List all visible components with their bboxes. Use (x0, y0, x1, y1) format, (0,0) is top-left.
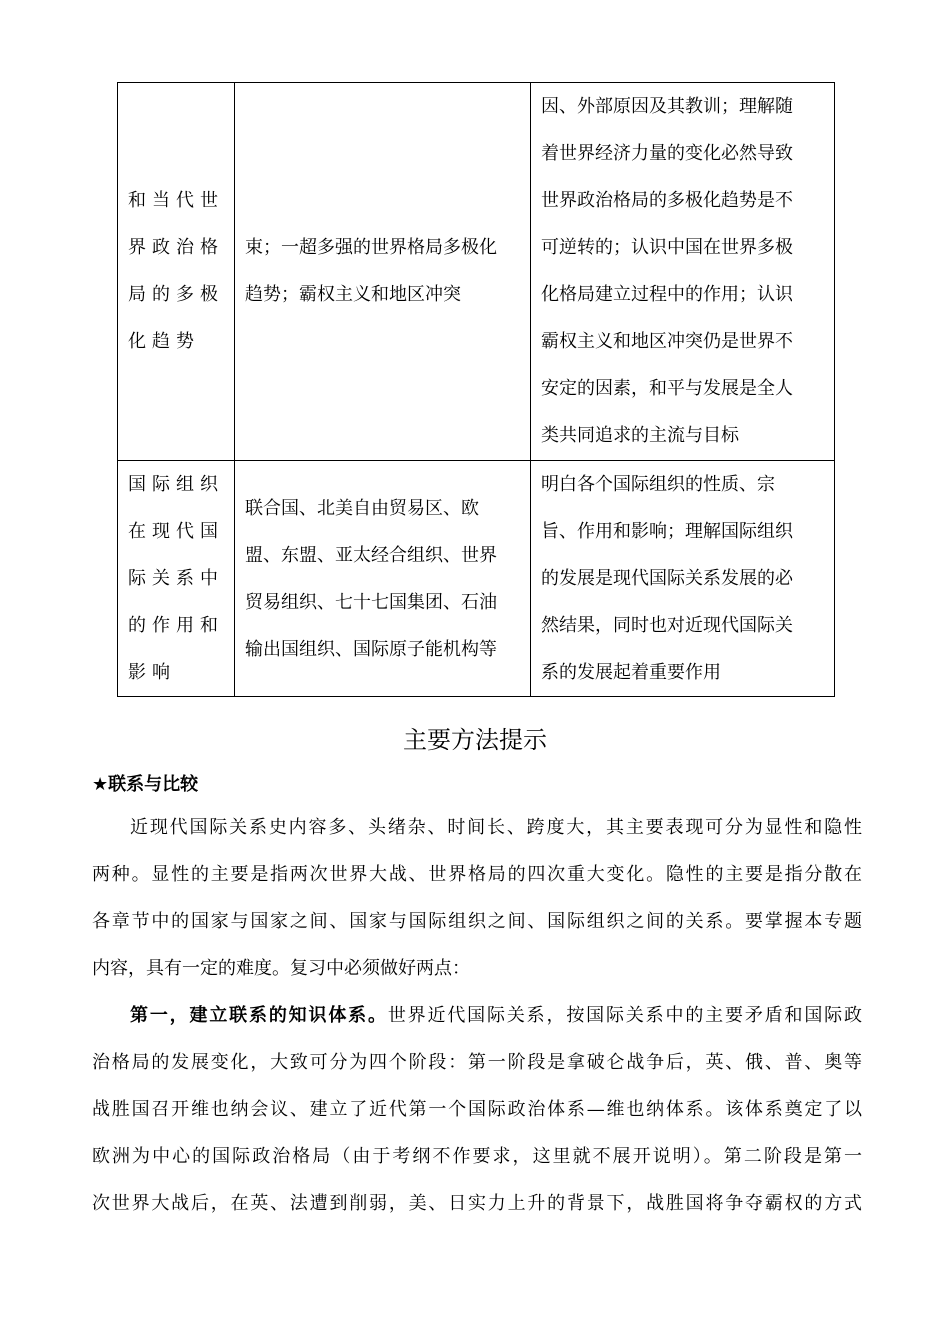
topic-line: 局的多极 (128, 284, 224, 305)
topic-cell (118, 461, 235, 697)
paragraph-line: 近现代国际关系史内容多、头绪杂、时间长、跨度大，其主要表现可分为显性和隐性 (130, 817, 862, 838)
requirement-line: 因、外部原因及其教训；理解随 (541, 96, 793, 117)
requirement-line: 着世界经济力量的变化必然导致 (541, 143, 793, 164)
paragraph-line: 欧洲为中心的国际政治格局（由于考纲不作要求，这里就不展开说明）。第二阶段是第一 (92, 1146, 862, 1167)
requirement-line: 系的发展起着重要作用 (541, 662, 721, 683)
topic-line: 际关系中 (128, 568, 224, 589)
topic-line: 国际组织 (128, 474, 224, 495)
requirement-line: 化格局建立过程中的作用；认识 (541, 284, 793, 305)
content-line: 贸易组织、七十七国集团、石油 (245, 591, 497, 613)
content-line: 输出国组织、国际原子能机构等 (245, 638, 497, 660)
section-title: 主要方法提示 (403, 726, 547, 754)
requirement-line: 明白各个国际组织的性质、宗 (541, 474, 775, 495)
table-row (118, 461, 835, 697)
topic-line: 界政治格 (128, 237, 224, 258)
paragraph-lead: 第一，建立联系的知识体系。 (130, 1005, 388, 1026)
subheading: ★联系与比较 (92, 774, 199, 795)
paragraph-line: 两种。显性的主要是指两次世界大战、世界格局的四次重大变化。隐性的主要是指分散在 (92, 864, 862, 885)
paragraph-text: 世界近代国际关系，按国际关系中的主要矛盾和国际政 (387, 1005, 863, 1026)
requirement-line: 然结果，同时也对近现代国际关 (541, 615, 793, 636)
paragraph-line: 战胜国召开维也纳会议、建立了近代第一个国际政治体系—维也纳体系。该体系奠定了以 (92, 1099, 862, 1120)
paragraph-line: 内容，具有一定的难度。复习中必须做好两点： (92, 958, 470, 979)
topic-line: 和当代世 (128, 190, 224, 211)
topic-line: 在现代国 (128, 521, 224, 542)
requirement-line: 世界政治格局的多极化趋势是不 (541, 190, 793, 211)
table-row (118, 83, 835, 461)
topic-line (128, 83, 224, 130)
paragraph-2 (92, 992, 862, 1227)
content-line: 盟、东盟、亚太经合组织、世界 (245, 544, 497, 566)
topic-line: 影响 (128, 662, 176, 683)
paragraph-line: 次世界大战后，在英、法遭到削弱，美、日实力上升的背景下，战胜国将争夺霸权的方式 (92, 1193, 862, 1214)
requirement-line: 旨、作用和影响；理解国际组织 (541, 521, 793, 542)
topic-line (128, 130, 224, 177)
requirement-line: 霸权主义和地区冲突仍是世界不 (541, 331, 793, 352)
content-line: 联合国、北美自由贸易区、欧 (245, 497, 479, 519)
requirement-line: 安定的因素，和平与发展是全人 (541, 378, 793, 399)
paragraph-line: 各章节中的国家与国家之间、国家与国际组织之间、国际组织之间的关系。要掌握本专题 (92, 911, 862, 932)
requirement-cell (531, 461, 835, 697)
requirement-line: 的发展是现代国际关系发展的必 (541, 568, 793, 589)
content-cell (235, 461, 531, 697)
content-cell (235, 83, 531, 461)
requirement-line: 类共同追求的主流与目标 (541, 425, 739, 446)
requirement-line: 可逆转的；认识中国在世界多极 (541, 237, 793, 258)
topic-line: 的作用和 (128, 615, 224, 636)
content-line: 趋势；霸权主义和地区冲突 (245, 284, 461, 305)
paragraph-line: 治格局的发展变化，大致可分为四个阶段：第一阶段是拿破仑战争后，英、俄、普、奥等 (92, 1052, 862, 1073)
paragraph-1 (92, 804, 862, 992)
topic-cell (118, 83, 235, 461)
requirement-cell (531, 83, 835, 461)
topic-line: 化趋势 (128, 331, 200, 352)
syllabus-table (117, 82, 835, 697)
content-line: 束；一超多强的世界格局多极化 (245, 237, 497, 258)
paragraph-line (92, 992, 862, 1039)
